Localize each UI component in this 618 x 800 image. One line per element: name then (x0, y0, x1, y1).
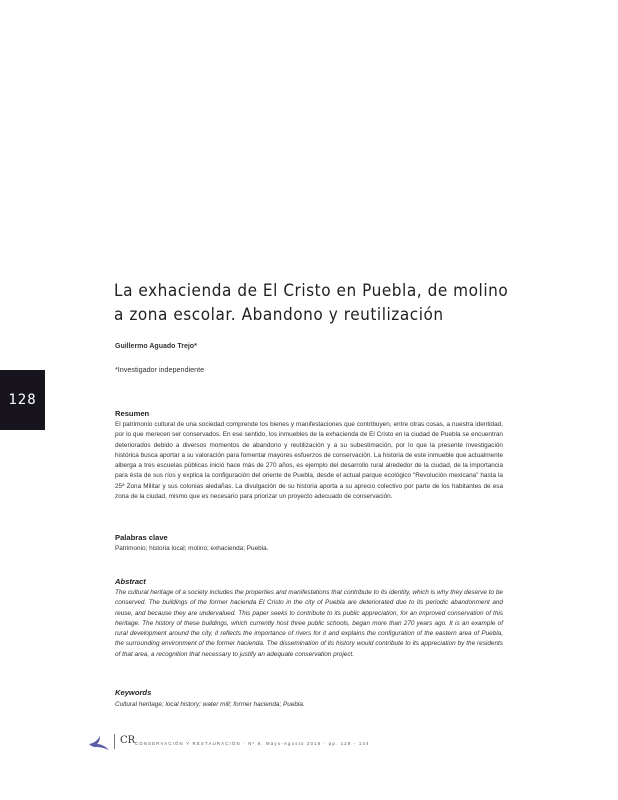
page-number: 128 (8, 392, 37, 408)
abstract-heading: Abstract (115, 577, 146, 586)
abstract-text: The cultural heritage of a society includes the properties and manifestations that contribute to its identity, which is why they deserve to be conserved. The buildings of the former hacienda El Cristo in the city of Puebla are deteriorated due to its periodic abandonment and reuse, and because they are undervalued. This paper seeks to contribute to its public appreciation, for an improved conservation of this heritage. The history of these buildings, which currently host three public schools, began more than 270 years ago. It is an example of rural development around the city, it reflects the importance of rivers for it and explains the configuration of the eastern area of Puebla, the surrounding environment of the former hacienda. The dissemination of its history would contribute to its appreciation by the residents of that area, a recognition that necessary to justify an adequate conservation project. (115, 589, 503, 658)
title-line-2: a zona escolar. Abandono y reutilización (114, 305, 444, 325)
keywords-heading: Keywords (115, 688, 152, 697)
author-name: Guillermo Aguado Trejo* (115, 343, 197, 350)
resumen-text: El patrimonio cultural de una sociedad comprende los bienes y manifestaciones que contribuyen, entre otras cosas, a nuestra identidad, por lo que merecen ser conservados. En ese sentido, los inmuebles de la exhacienda de El Cristo en la ciudad de Puebla se encuentran deteriorados debido a diversos momentos de abandono y reutilización y a su subestimación, por lo que la presente investigación histórica busca aportar a su valoración para fomentar mayores esfuerzos de conservación. La historia de este inmueble que actualmente alberga a tres escuelas públicas inició hace más de 270 años, es ejemplo del desarrollo rural alrededor de la ciudad, de la importancia para ésta de sus ríos y explica la configuración del oriente de Puebla, desde el actual parque ecológico “Revolución mexicana” hasta la 25ª Zona Militar y sus colonias aledañas. La divulgación de su historia aporta a su aprecio colectivo por parte de los habitantes de esa zona de la ciudad, mismo que es necesario para priorizar un proyecto adecuado de conservación. (115, 421, 503, 501)
footer (88, 732, 508, 752)
journal-citation: CONSERVACIÓN Y RESTAURACIÓN · Nº 9, Mayo-Agosto 2016 · pp. 128 - 144 (135, 741, 370, 746)
palabras-clave-text: Patrimonio; historia local; molino; exhacienda; Puebla. (115, 545, 269, 552)
page-number-tab (0, 370, 45, 430)
palabras-clave-heading: Palabras clave (115, 533, 168, 542)
author-affiliation: *Investigador independiente (115, 365, 205, 374)
resumen-heading: Resumen (115, 409, 150, 418)
title-line-1: La exhacienda de El Cristo en Puebla, de molino (114, 281, 509, 301)
keywords-text: Cultural heritage; local history; water mill; former hacienda; Puebla. (115, 701, 305, 708)
footer-divider (114, 734, 115, 749)
bird-logo-icon (88, 732, 110, 752)
article-title (114, 279, 509, 327)
journal-logo: CR (120, 735, 136, 746)
